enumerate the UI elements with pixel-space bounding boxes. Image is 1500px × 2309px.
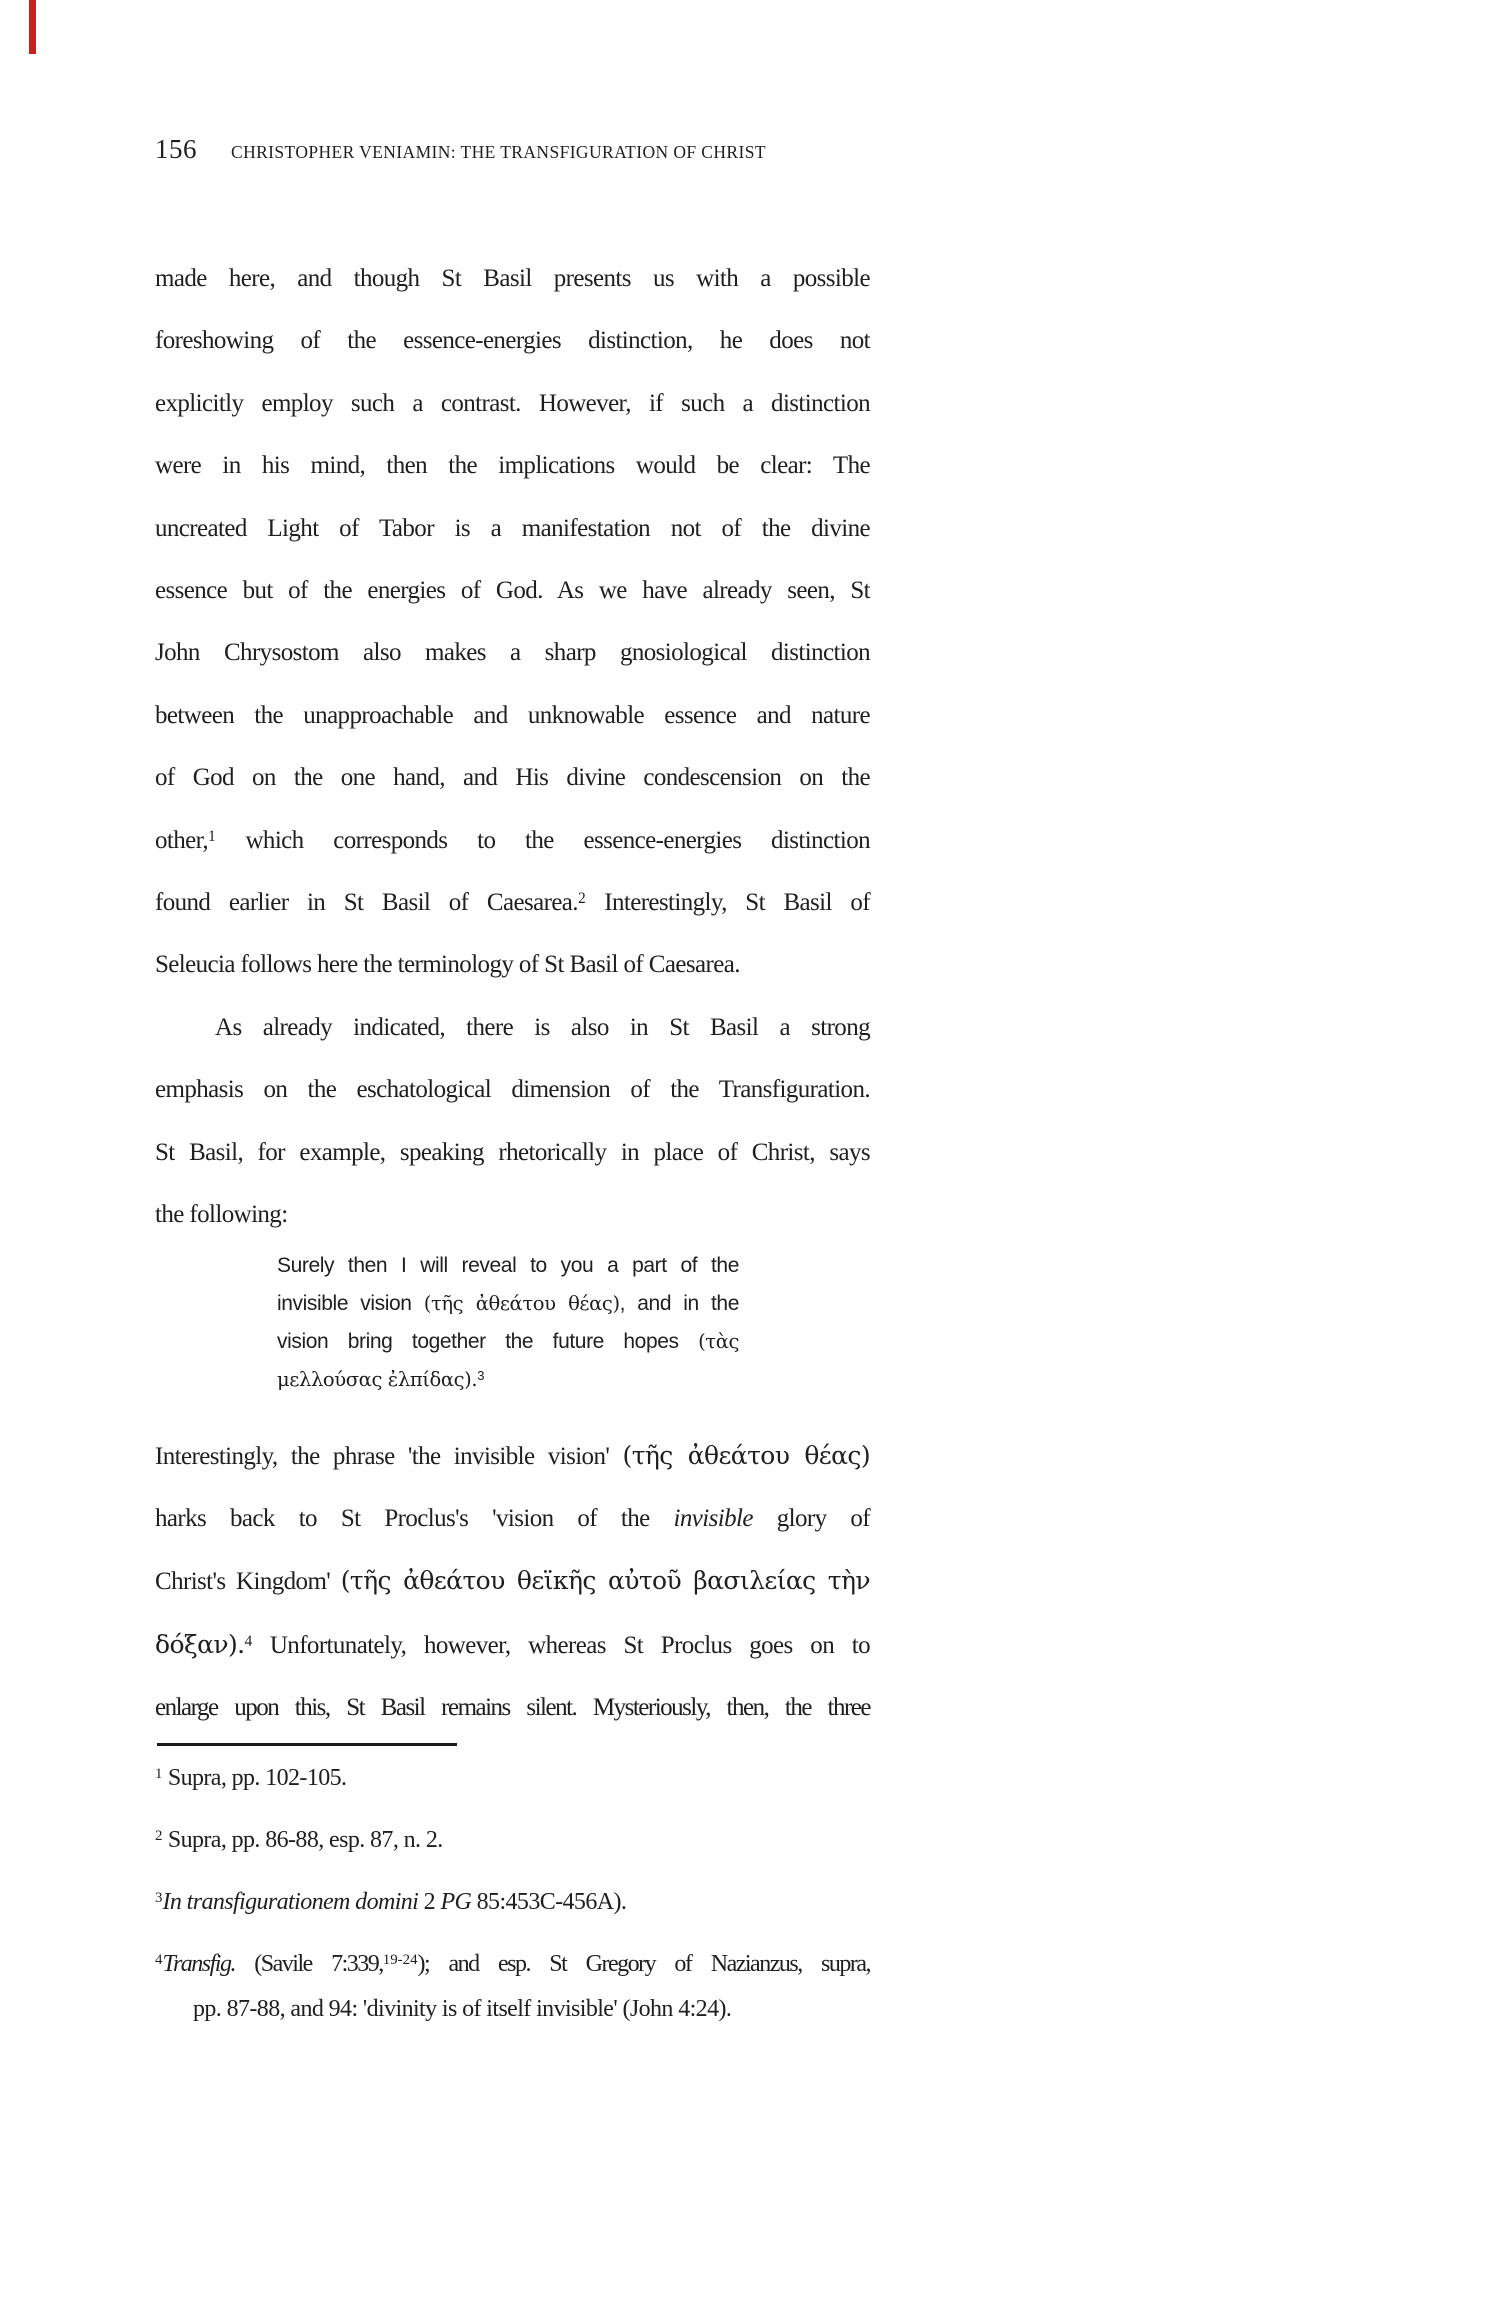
footnote-4	[155, 1942, 870, 2032]
text-segment: emphasis on the eschatological dimension of the Transfiguration.	[155, 1076, 870, 1104]
text-segment: In transfigurationem domini	[162, 1888, 419, 1915]
footnote-reference: 1	[155, 1765, 163, 1782]
text-line	[155, 1677, 870, 1739]
text-segment: μελλούσας ἐλπίδας).	[277, 1367, 478, 1391]
text-line	[155, 560, 870, 622]
text-line	[155, 1818, 870, 1863]
text-line	[277, 1323, 739, 1361]
text-line	[155, 1987, 870, 2032]
block-quote	[277, 1247, 739, 1399]
footnote-reference: 1	[208, 827, 216, 845]
text-line	[155, 373, 870, 435]
text-segment: glory of	[752, 1504, 870, 1532]
footnote-reference: 4	[244, 1632, 253, 1650]
footnote-reference: 2	[155, 1827, 163, 1844]
text-segment: δόξαν).	[155, 1629, 245, 1659]
text-segment: 2	[418, 1888, 441, 1915]
text-segment: foreshowing of the essence-energies distinction, he does not	[155, 327, 870, 355]
page-number: 156	[155, 134, 197, 164]
text-line	[155, 622, 870, 684]
text-segment: St Basil, for example, speaking rhetorically in place of Christ, says	[155, 1138, 870, 1166]
text-segment: harks back to St Proclus's 'vision of the	[155, 1504, 674, 1532]
text-line	[277, 1247, 739, 1285]
text-column	[155, 248, 870, 2032]
text-line	[155, 1059, 870, 1121]
footnote-reference: 3	[477, 1367, 485, 1383]
text-segment: found earlier in St Basil of Caesarea.	[155, 889, 578, 917]
footnote-2	[155, 1818, 870, 1863]
text-line	[155, 1880, 870, 1925]
text-line	[155, 810, 870, 872]
text-segment: PG	[440, 1888, 472, 1915]
text-line	[155, 1122, 870, 1184]
text-segment: Interestingly, the phrase 'the invisible vision'	[155, 1442, 623, 1470]
text-line	[155, 310, 870, 372]
text-segment: , and in the	[619, 1291, 739, 1315]
text-line	[155, 498, 870, 560]
footnote-1	[155, 1756, 870, 1801]
red-scan-artifact	[29, 0, 36, 54]
text-segment: vision bring together the future hopes	[277, 1329, 699, 1353]
text-segment: As already indicated, there is also in St Basil a strong	[215, 1013, 870, 1041]
text-line	[277, 1285, 739, 1323]
text-segment: (τὰς	[698, 1329, 739, 1353]
text-segment: 85:453C-456A).	[471, 1888, 627, 1915]
text-segment: invisible	[673, 1504, 753, 1532]
text-segment: Interestingly, St Basil of	[585, 889, 870, 917]
running-head	[155, 134, 915, 165]
text-segment: ); and esp. St Gregory of Nazianzus, supra,	[417, 1950, 871, 1977]
footnote-reference: 19-24	[382, 1951, 418, 1968]
text-segment: invisible vision	[277, 1291, 424, 1315]
text-segment: (τῆς ἀθεάτου θέας)	[622, 1440, 870, 1470]
text-line	[155, 248, 870, 310]
text-segment: (τῆς ἀθεάτου θεϊκῆς αὐτοῦ βασιλείας τὴν	[340, 1566, 870, 1596]
footnote-reference: 3	[155, 1889, 163, 1906]
text-segment: uncreated Light of Tabor is a manifestation not of the divine	[155, 514, 870, 542]
paragraph-3	[155, 1425, 870, 1740]
text-segment: the following:	[155, 1201, 288, 1229]
text-line	[155, 685, 870, 747]
text-segment: (Savile 7:339,	[234, 1950, 383, 1977]
text-line	[155, 1614, 870, 1677]
text-segment: essence but of the energies of God. As we have already seen, St	[155, 577, 870, 605]
footnote-reference: 4	[155, 1951, 163, 1968]
text-segment: were in his mind, then the implications would be clear: The	[155, 452, 870, 480]
text-segment: enlarge upon this, St Basil remains silent. Mysteriously, then, the three	[155, 1694, 870, 1722]
text-line	[155, 934, 870, 996]
text-line	[155, 997, 870, 1059]
footnote-separator-rule	[157, 1743, 457, 1746]
text-line	[155, 1184, 870, 1246]
text-segment: explicitly employ such a contrast. However, if such a distinction	[155, 389, 870, 417]
text-line	[155, 747, 870, 809]
text-line	[155, 872, 870, 934]
text-segment: Unfortunately, however, whereas St Proclus goes on to	[252, 1631, 870, 1659]
text-line	[155, 1425, 870, 1488]
text-segment: which corresponds to the essence-energies distinction	[215, 826, 870, 854]
paragraph-2	[155, 997, 870, 1247]
text-segment: pp. 87-88, and 94: 'divinity is of itself invisible' (John 4:24).	[193, 1995, 732, 2022]
footnote-reference: 2	[577, 890, 586, 908]
text-line	[155, 435, 870, 497]
text-segment: Seleucia follows here the terminology of St Basil of Caesarea.	[155, 951, 740, 979]
text-segment: made here, and though St Basil presents us with a possible	[155, 265, 870, 292]
text-line	[155, 1942, 870, 1987]
text-segment: Supra, pp. 86-88, esp. 87, n. 2.	[162, 1826, 443, 1853]
text-segment: (τῆς ἀθεάτου θέας)	[423, 1291, 620, 1315]
text-segment: between the unapproachable and unknowable essence and nature	[155, 701, 870, 729]
text-segment: Christ's Kingdom'	[155, 1568, 341, 1596]
text-segment: Supra, pp. 102-105.	[162, 1764, 347, 1791]
running-title: CHRISTOPHER VENIAMIN: THE TRANSFIGURATION OF CHRIST	[231, 142, 766, 162]
text-segment: other,	[155, 826, 209, 854]
text-segment: Surely then I will reveal to you a part of the	[277, 1253, 739, 1277]
text-segment: Transfig.	[162, 1950, 235, 1977]
footnote-3	[155, 1880, 870, 1925]
text-line	[155, 1550, 870, 1613]
footnotes-section	[155, 1756, 870, 2032]
text-line	[155, 1756, 870, 1801]
text-line	[277, 1361, 739, 1399]
text-line	[155, 1488, 870, 1550]
paragraph-1	[155, 248, 870, 997]
text-segment: of God on the one hand, and His divine condescension on the	[155, 764, 870, 792]
text-segment: John Chrysostom also makes a sharp gnosiological distinction	[155, 639, 870, 667]
